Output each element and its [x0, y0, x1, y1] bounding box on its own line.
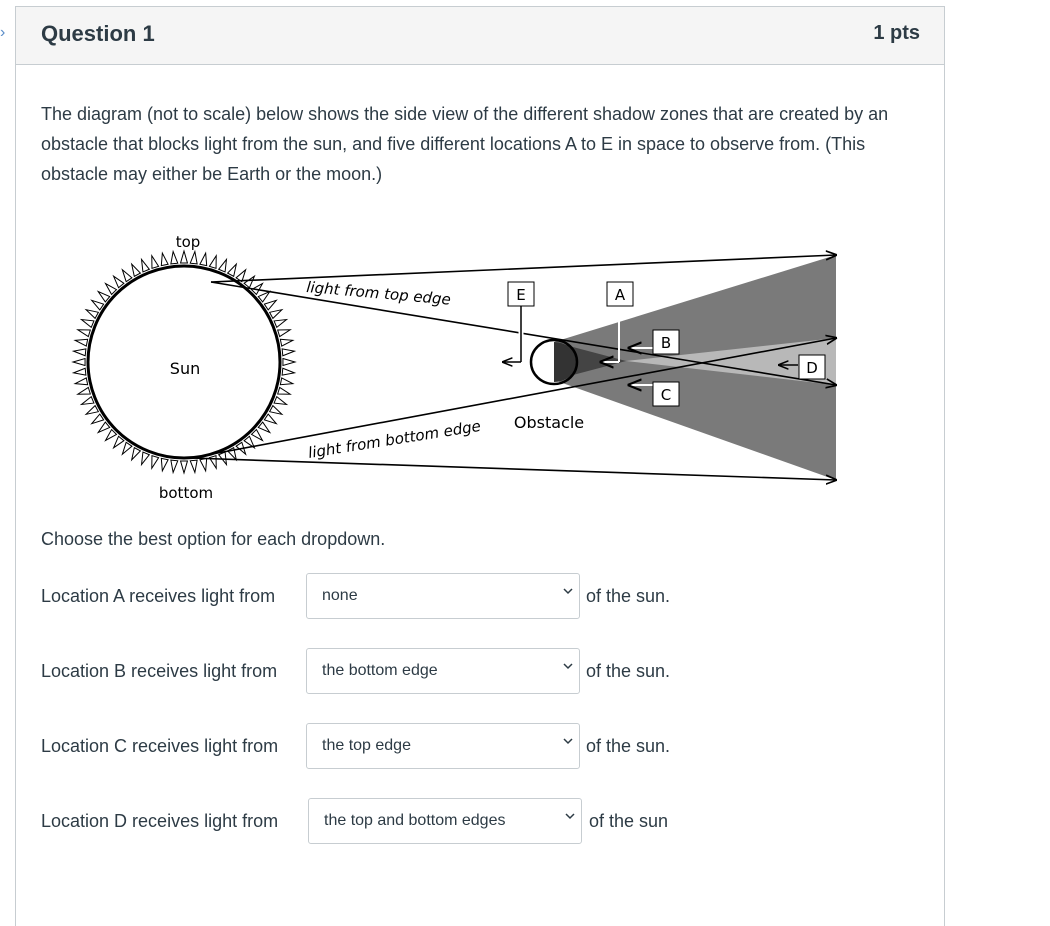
- sun-ray-triangle: [171, 460, 178, 472]
- sun-ray-triangle: [283, 359, 295, 366]
- sun-ray-triangle: [142, 452, 150, 464]
- location-b-dropdown[interactable]: [306, 648, 580, 694]
- sun-ray-triangle: [190, 460, 197, 472]
- label-light-top: light from top edge: [305, 278, 452, 309]
- sun-ray-triangle: [270, 406, 282, 415]
- sun-ray-triangle: [252, 430, 263, 441]
- row-label: Location A receives light from: [41, 586, 276, 606]
- sun-ray-triangle: [264, 300, 276, 310]
- collapse-chevron-icon[interactable]: ›: [0, 24, 6, 41]
- sun-ray-triangle: [190, 252, 197, 264]
- location-e-marker: [503, 282, 534, 362]
- sun-ray-triangle: [92, 300, 104, 310]
- shadow-diagram: [51, 222, 851, 512]
- sun-ray-triangle: [219, 259, 227, 271]
- question-card: [15, 6, 945, 926]
- svg-text:C: C: [660, 386, 672, 404]
- sun-ray-triangle: [152, 256, 159, 269]
- sun-ray-triangle: [81, 397, 93, 405]
- question-title: Question 1: [41, 21, 155, 46]
- sun-ray-triangle: [75, 339, 88, 346]
- sun-ray-triangle: [132, 448, 141, 460]
- sun-ray-triangle: [264, 414, 276, 424]
- sun-ray-triangle: [98, 422, 110, 432]
- sun-ray-triangle: [278, 387, 291, 394]
- location-c-dropdown[interactable]: [306, 723, 580, 769]
- sun-ray-triangle: [122, 442, 132, 454]
- question-text: The diagram (not to scale) below shows the side view of the different shadow zones that are created by an obstacle that blocks light from the sun, and five different locations A to E in space to observe from. (This obstacle may either be Earth or the moon.): [41, 104, 889, 184]
- sun-ray-triangle: [278, 330, 291, 337]
- row-suffix: of the sun.: [586, 586, 671, 606]
- sun-ray-triangle: [181, 461, 188, 473]
- label-obstacle: Obstacle: [513, 413, 585, 432]
- row-suffix: of the sun.: [586, 661, 671, 681]
- sun-ray-triangle: [114, 276, 124, 288]
- location-a-dropdown[interactable]: [306, 573, 580, 619]
- row-label: Location D receives light from: [41, 811, 279, 831]
- sun-ray-triangle: [86, 406, 98, 415]
- sun-ray-triangle: [161, 458, 168, 471]
- label-bottom: bottom: [158, 484, 214, 502]
- instruction-text: Choose the best option for each dropdown.: [41, 529, 386, 549]
- chevron-down-icon: [563, 661, 573, 671]
- label-sun: Sun: [169, 359, 201, 378]
- sun-ray-triangle: [75, 378, 88, 385]
- sun-ray-triangle: [228, 264, 237, 276]
- obstacle-icon: [531, 340, 577, 384]
- dropdown-value: the bottom edge: [322, 662, 438, 679]
- sun-ray-triangle: [86, 310, 98, 319]
- sun-ray-triangle: [209, 456, 216, 469]
- sun-ray-triangle: [106, 284, 117, 295]
- question-points: 1 pts: [873, 22, 920, 44]
- sun-ray-triangle: [81, 320, 93, 328]
- sun-ray-triangle: [181, 251, 188, 263]
- sun-ray-triangle: [161, 253, 168, 266]
- sun-ray-triangle: [78, 330, 91, 337]
- sun-ray-triangle: [280, 378, 293, 385]
- sun-ray-triangle: [244, 276, 254, 288]
- row-suffix: of the sun: [589, 811, 669, 831]
- svg-text:D: D: [806, 359, 818, 377]
- sun-ray-triangle: [152, 456, 159, 469]
- sun-ray-triangle: [142, 259, 150, 271]
- sun-ray-triangle: [92, 414, 104, 424]
- question-header: [16, 7, 944, 65]
- sun-ray-triangle: [274, 320, 286, 328]
- sun-ray-triangle: [280, 339, 293, 346]
- sun-ray-triangle: [200, 458, 207, 471]
- dropdown-value: none: [322, 587, 358, 604]
- sun-ray-triangle: [114, 436, 124, 448]
- chevron-down-icon: [565, 811, 575, 821]
- chevron-down-icon: [563, 736, 573, 746]
- sun-ray-triangle: [74, 349, 86, 356]
- row-label: Location B receives light from: [41, 661, 278, 681]
- sun-ray-triangle: [274, 397, 286, 405]
- ray-top-upper: [211, 255, 836, 282]
- svg-text:B: B: [660, 334, 672, 352]
- sun-ray-triangle: [78, 387, 91, 394]
- dropdown-value: the top edge: [322, 737, 411, 754]
- sun-ray-triangle: [282, 368, 294, 375]
- sun-ray-triangle: [258, 422, 270, 432]
- svg-text:E: E: [516, 286, 526, 304]
- sun-ray-triangle: [98, 292, 110, 302]
- location-d-dropdown[interactable]: [308, 798, 582, 844]
- sun-ray-triangle: [209, 256, 216, 269]
- row-suffix: of the sun.: [586, 736, 671, 756]
- sun-ray-triangle: [74, 368, 86, 375]
- dropdown-value: the top and bottom edges: [324, 812, 506, 829]
- sun-ray-triangle: [106, 430, 117, 441]
- sun-ray-triangle: [171, 252, 178, 264]
- label-top: top: [175, 233, 201, 251]
- row-label: Location C receives light from: [41, 736, 279, 756]
- ray-bottom-lower: [191, 458, 836, 480]
- sun-ray-triangle: [282, 349, 294, 356]
- sun-ray-triangle: [122, 270, 132, 282]
- sun-ray-triangle: [258, 292, 270, 302]
- sun-ray-triangle: [132, 264, 141, 276]
- svg-text:A: A: [614, 286, 626, 304]
- sun-ray-triangle: [270, 310, 282, 319]
- label-light-bottom: light from bottom edge: [306, 416, 483, 462]
- chevron-down-icon: [563, 586, 573, 596]
- sun-ray-triangle: [200, 253, 207, 266]
- sun-ray-triangle: [73, 359, 85, 366]
